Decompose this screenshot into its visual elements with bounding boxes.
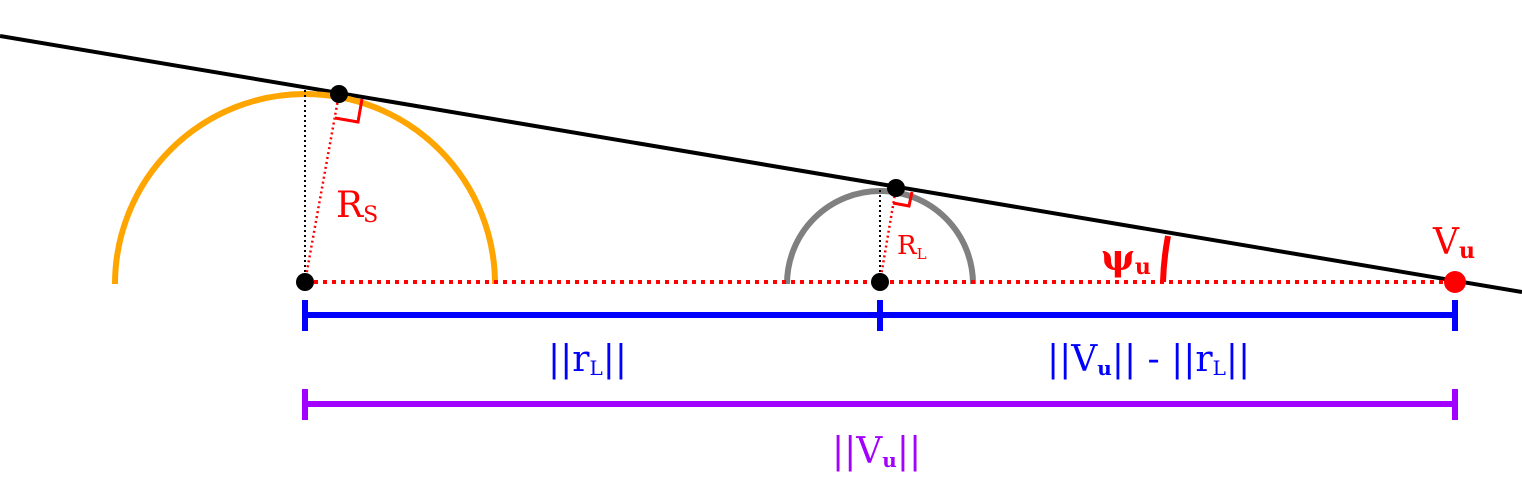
purple-dimension-bar [305,389,1455,420]
distance-diff-label: ||Vu|| - ||rL|| [1047,339,1251,380]
distance-vu-label: ||Vu|| [832,431,922,472]
blue-dimension-bar [305,300,1455,331]
large-tangent-point [330,85,348,103]
large-radius-dotted [305,94,339,282]
tangent-line [0,36,1522,292]
rs-label: RS [336,185,379,228]
small-tangent-point [887,179,905,197]
psi-label: ψu [1101,237,1151,280]
rl-label: RL [897,231,927,263]
distance-rl-label: ||rL|| [548,339,628,380]
vu-point [1444,271,1466,293]
vu-label: Vu [1433,222,1475,264]
large-center-point [296,273,314,291]
small-center-point [871,273,889,291]
psi-angle-arc [1163,236,1168,282]
